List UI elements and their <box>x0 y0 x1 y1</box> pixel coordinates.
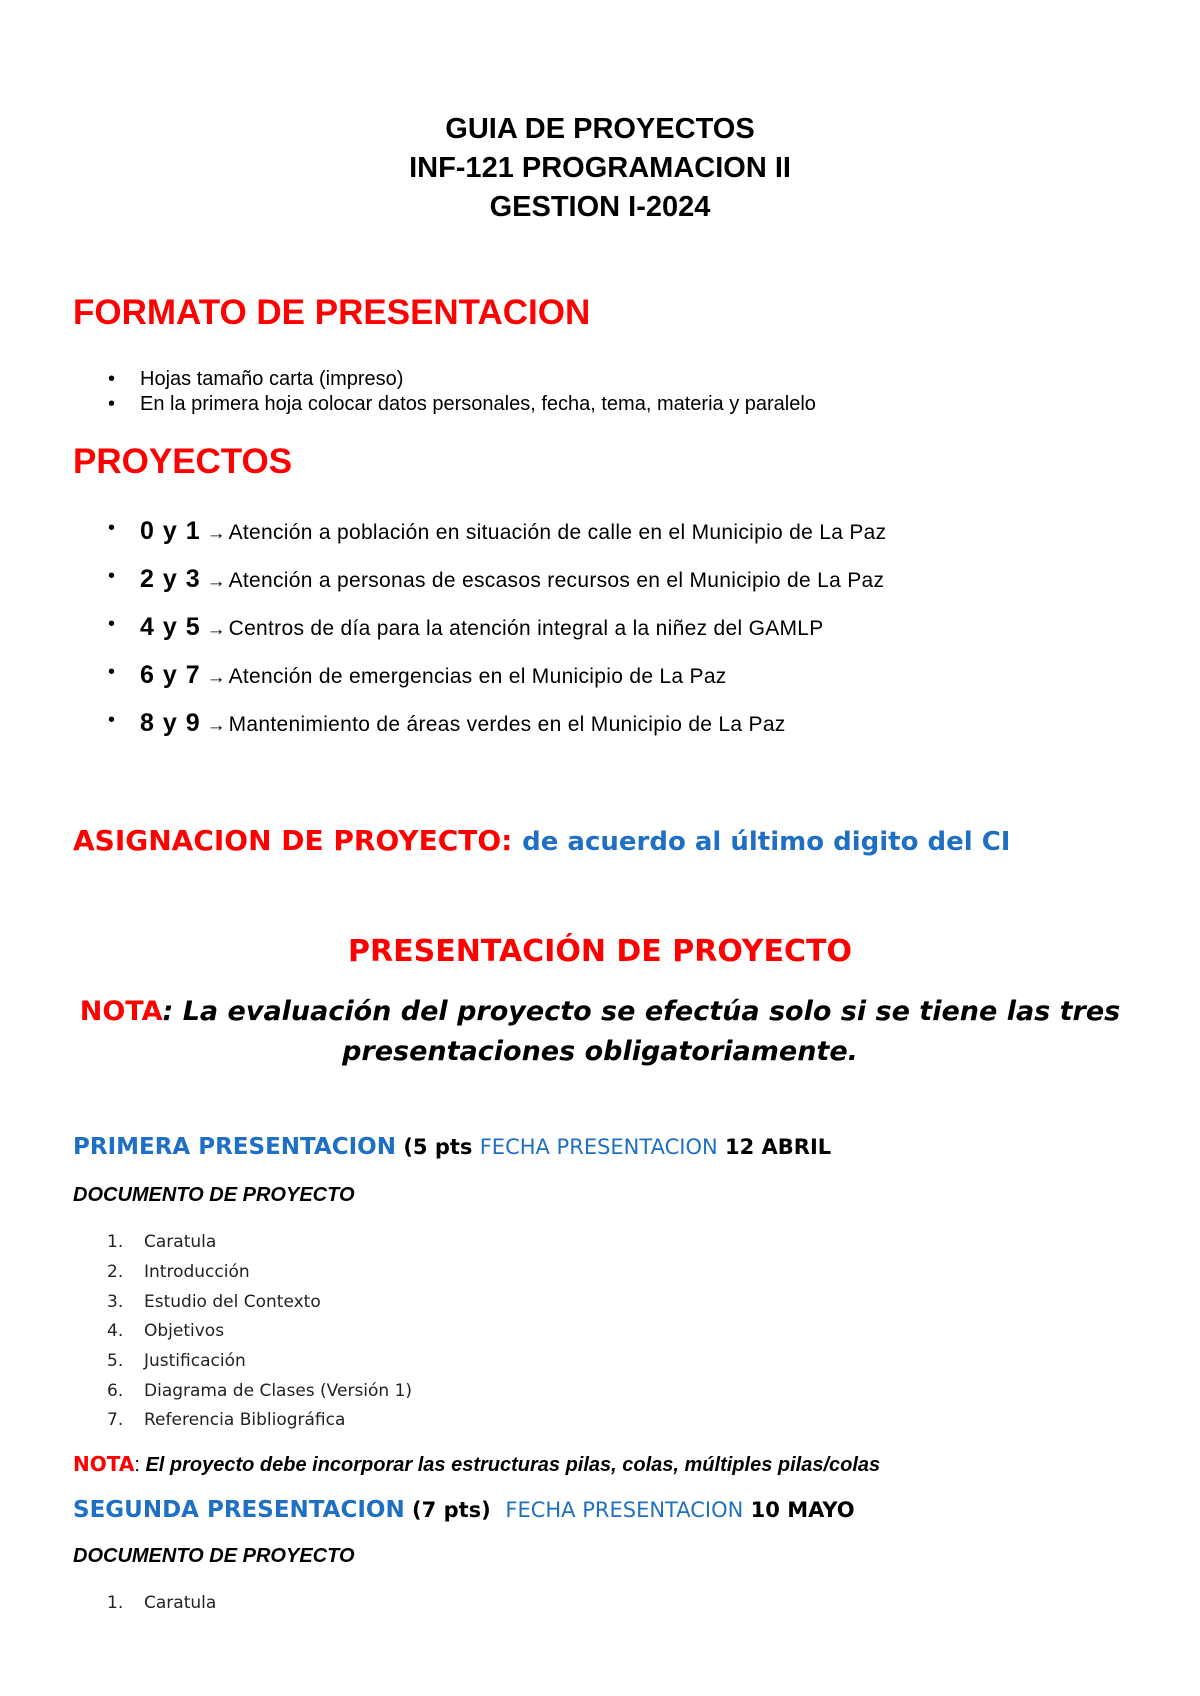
list-item <box>107 1292 321 1312</box>
presentacion-nota-line-1 <box>0 996 1200 1027</box>
nota-colon: : <box>134 1454 146 1476</box>
proyectos-heading: PROYECTOS <box>73 442 293 481</box>
doc-title-line-3: GESTION I-2024 <box>489 191 711 223</box>
arrow-right-icon: → <box>206 523 226 544</box>
segunda-points: (7 pts) <box>412 1498 491 1522</box>
doc-title-line-1: GUIA DE PROYECTOS <box>445 113 755 145</box>
doc-title-line-2: INF-121 PROGRAMACION II <box>409 152 791 184</box>
formato-item <box>108 368 404 391</box>
nota-text: : La evaluación del proyecto se efectúa solo si se tiene las tres <box>162 996 1121 1027</box>
arrow-right-icon: → <box>206 715 226 736</box>
list-number: 5. <box>107 1351 124 1371</box>
segunda-presentacion-line <box>73 1497 855 1523</box>
list-text: Objetivos <box>144 1321 225 1341</box>
nota-label: NOTA <box>73 1452 135 1476</box>
asignacion-value: de acuerdo al último digito del CI <box>522 827 1011 857</box>
list-text: Caratula <box>144 1232 217 1252</box>
list-number: 7. <box>107 1410 124 1430</box>
list-number: 2. <box>107 1262 124 1282</box>
bullet-icon: • <box>108 709 116 731</box>
proyecto-item <box>108 661 727 690</box>
primera-doc-title: DOCUMENTO DE PROYECTO <box>73 1184 355 1206</box>
asignacion-label: ASIGNACION DE PROYECTO: <box>73 824 513 857</box>
list-item <box>107 1381 412 1401</box>
bullet-icon: • <box>108 661 116 683</box>
proyecto-digits: 6 y 7 <box>140 661 201 689</box>
arrow-right-icon: → <box>206 667 226 688</box>
list-item <box>107 1593 216 1613</box>
bullet-icon: • <box>108 517 116 539</box>
list-number: 4. <box>107 1321 124 1341</box>
list-text: Estudio del Contexto <box>144 1292 321 1312</box>
arrow-right-icon: → <box>206 619 226 640</box>
proyecto-text: Atención de emergencias en el Municipio de La Paz <box>228 665 727 688</box>
nota-text: El proyecto debe incorporar las estructuras pilas, colas, múltiples pilas/colas <box>145 1454 881 1476</box>
proyecto-text: Mantenimiento de áreas verdes en el Municipio de La Paz <box>228 713 786 736</box>
bullet-icon: • <box>108 565 116 587</box>
primera-points: (5 pts <box>403 1135 473 1159</box>
list-number: 3. <box>107 1292 124 1312</box>
list-number: 6. <box>107 1381 124 1401</box>
segunda-fecha-label: FECHA PRESENTACION <box>505 1498 744 1522</box>
proyecto-item <box>108 613 824 642</box>
primera-nota <box>73 1452 880 1477</box>
primera-fecha: 12 ABRIL <box>725 1135 832 1159</box>
list-item <box>107 1262 250 1282</box>
presentacion-nota-line-2: presentaciones obligatoriamente. <box>342 1036 858 1067</box>
formato-item-text: En la primera hoja colocar datos personales, fecha, tema, materia y paralelo <box>140 393 816 415</box>
presentacion-title: PRESENTACIÓN DE PROYECTO <box>348 934 852 969</box>
asignacion-line <box>73 824 1011 857</box>
list-number: 1. <box>107 1593 124 1613</box>
proyecto-digits: 8 y 9 <box>140 709 201 737</box>
list-text: Justificación <box>144 1351 246 1371</box>
list-text: Diagrama de Clases (Versión 1) <box>144 1381 413 1401</box>
list-item <box>107 1232 216 1252</box>
bullet-icon: • <box>108 368 116 390</box>
list-text: Introducción <box>144 1262 250 1282</box>
list-text: Caratula <box>144 1593 217 1613</box>
proyecto-digits: 2 y 3 <box>140 565 201 593</box>
primera-label: PRIMERA PRESENTACION <box>73 1134 396 1160</box>
primera-presentacion-line <box>73 1134 831 1160</box>
segunda-label: SEGUNDA PRESENTACION <box>73 1497 405 1523</box>
list-text: Referencia Bibliográfica <box>144 1410 346 1430</box>
proyecto-digits: 0 y 1 <box>140 517 201 545</box>
proyecto-item <box>108 565 885 594</box>
formato-heading: FORMATO DE PRESENTACION <box>73 293 591 332</box>
list-item <box>107 1321 224 1341</box>
segunda-fecha: 10 MAYO <box>750 1498 855 1522</box>
bullet-icon: • <box>108 613 116 635</box>
formato-item-text: Hojas tamaño carta (impreso) <box>140 368 404 390</box>
segunda-doc-title: DOCUMENTO DE PROYECTO <box>73 1545 355 1567</box>
arrow-right-icon: → <box>206 571 226 592</box>
primera-fecha-label: FECHA PRESENTACION <box>479 1135 718 1159</box>
list-number: 1. <box>107 1232 124 1252</box>
formato-item <box>108 393 816 416</box>
proyecto-text: Atención a población en situación de calle en el Municipio de La Paz <box>228 521 887 544</box>
proyecto-digits: 4 y 5 <box>140 613 201 641</box>
list-item <box>107 1410 345 1430</box>
proyecto-item <box>108 517 887 546</box>
list-item <box>107 1351 246 1371</box>
nota-label: NOTA <box>79 996 163 1027</box>
proyecto-text: Atención a personas de escasos recursos en el Municipio de La Paz <box>228 569 885 592</box>
proyecto-text: Centros de día para la atención integral a la niñez del GAMLP <box>228 617 824 640</box>
bullet-icon: • <box>108 393 116 415</box>
proyecto-item <box>108 709 786 738</box>
